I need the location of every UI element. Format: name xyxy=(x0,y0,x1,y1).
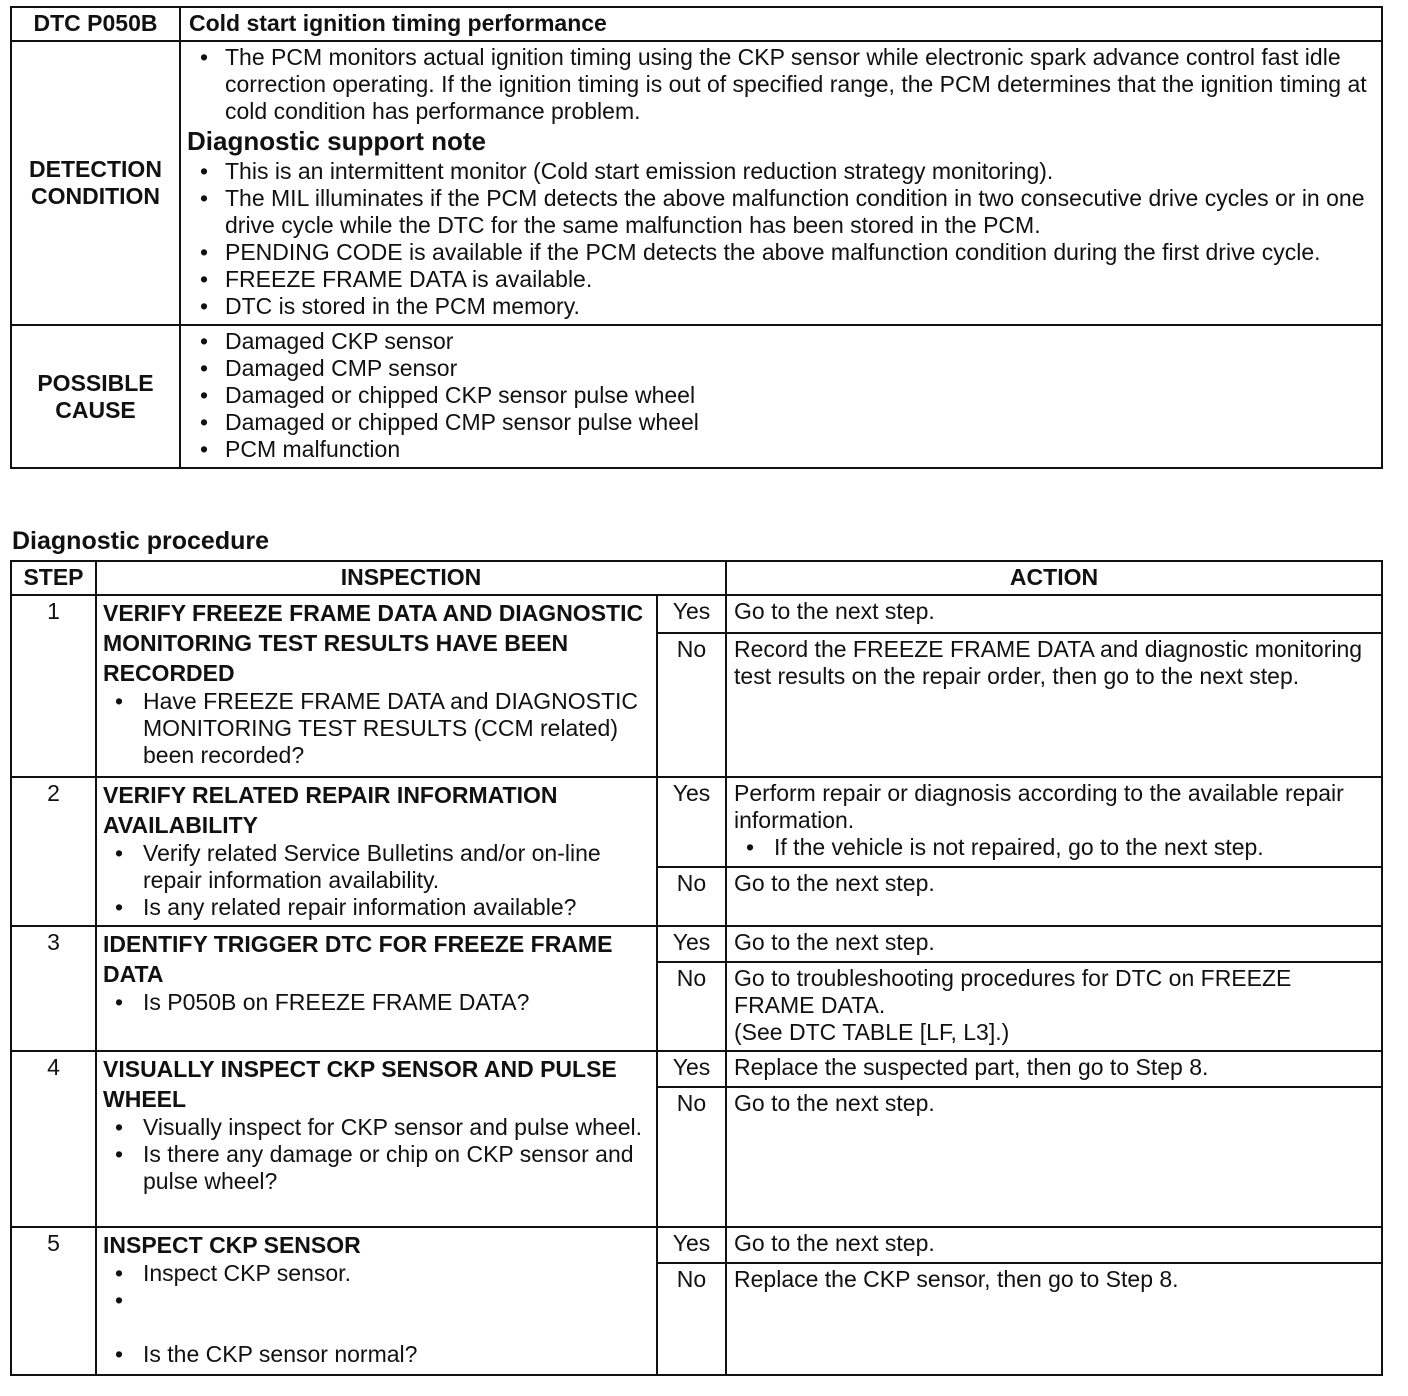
list-item: • Is the CKP sensor normal? xyxy=(103,1341,650,1368)
step-number: 3 xyxy=(11,926,96,1051)
no-action-note: (See DTC TABLE [LF, L3].) xyxy=(734,1019,1010,1045)
no-action: Record the FREEZE FRAME DATA and diagnostic monitoring test results on the repair order, then go to the next step. xyxy=(726,633,1382,777)
detection-main-list xyxy=(187,44,1375,125)
possible-cause-label: POSSIBLE CAUSE xyxy=(11,325,180,468)
step-bullets xyxy=(103,840,650,921)
spacer xyxy=(103,1287,650,1341)
yes-label: Yes xyxy=(657,926,726,962)
support-note-heading: Diagnostic support note xyxy=(187,126,486,156)
yes-action: Replace the suspected part, then go to Step 8. xyxy=(726,1051,1382,1087)
no-label: No xyxy=(657,633,726,777)
procedure-header-row xyxy=(11,561,1382,595)
list-item: • Damaged or chipped CMP sensor pulse wheel xyxy=(187,409,1375,436)
step-bullets xyxy=(103,1341,650,1368)
list-item: • If the vehicle is not repaired, go to the next step. xyxy=(734,834,1375,861)
list-item: • FREEZE FRAME DATA is available. xyxy=(187,266,1375,293)
procedure-table xyxy=(10,560,1383,1376)
list-item: • Visually inspect for CKP sensor and pulse wheel. xyxy=(103,1114,650,1141)
no-label: No xyxy=(657,962,726,1051)
list-item: • PENDING CODE is available if the PCM detects the above malfunction condition during the first drive cycle. xyxy=(187,239,1375,266)
yes-action: Go to the next step. xyxy=(726,1227,1382,1263)
list-item: • Damaged CKP sensor xyxy=(187,328,1375,355)
possible-cause-row xyxy=(11,325,1382,468)
procedure-title: Diagnostic procedure xyxy=(12,527,269,555)
yes-action-cell xyxy=(726,777,1382,867)
step-inspection xyxy=(96,1051,657,1227)
step-bullets xyxy=(103,1260,650,1287)
step-bullets xyxy=(103,1114,650,1195)
list-item: • This is an intermittent monitor (Cold start emission reduction strategy monitoring). xyxy=(187,158,1375,185)
yes-action-bullets xyxy=(734,834,1375,861)
step-inspection xyxy=(96,926,657,1051)
list-item: • PCM malfunction xyxy=(187,436,1375,463)
yes-action: Go to the next step. xyxy=(726,595,1382,633)
list-item: • The PCM monitors actual ignition timing using the CKP sensor while electronic spark advance control fast idle correction operating. If the ignition timing is out of specified range, the PCM determines that the ignition timing at cold condition has performance problem. xyxy=(187,44,1375,125)
no-action: Replace the CKP sensor, then go to Step 8. xyxy=(726,1263,1382,1375)
possible-cause-list xyxy=(187,328,1375,463)
step-number: 1 xyxy=(11,595,96,777)
list-item: • Verify related Service Bulletins and/or on-line repair information availability. xyxy=(103,840,650,894)
no-action: Go to the next step. xyxy=(726,867,1382,926)
step-title: INSPECT CKP SENSOR xyxy=(103,1232,361,1258)
yes-action: Perform repair or diagnosis according to the available repair information. xyxy=(734,780,1344,833)
step-number: 5 xyxy=(11,1227,96,1375)
list-item: • Damaged CMP sensor xyxy=(187,355,1375,382)
dtc-code: DTC P050B xyxy=(11,7,180,41)
step-title: VERIFY FREEZE FRAME DATA AND DIAGNOSTIC MONITORING TEST RESULTS HAVE BEEN RECORDED xyxy=(103,600,644,686)
list-item: • Is P050B on FREEZE FRAME DATA? xyxy=(103,989,650,1016)
possible-cause-body xyxy=(180,325,1382,468)
step-number: 2 xyxy=(11,777,96,926)
no-label: No xyxy=(657,1263,726,1375)
action-header: ACTION xyxy=(726,561,1382,595)
dtc-title: Cold start ignition timing performance xyxy=(180,7,1382,41)
step-inspection xyxy=(96,1227,657,1375)
no-action: Go to the next step. xyxy=(726,1087,1382,1227)
step-bullets xyxy=(103,989,650,1016)
no-label: No xyxy=(657,1087,726,1227)
dtc-table xyxy=(10,6,1383,469)
list-item: • Have FREEZE FRAME DATA and DIAGNOSTIC MONITORING TEST RESULTS (CCM related) been recorded? xyxy=(103,688,650,769)
support-note-list xyxy=(187,158,1375,320)
detection-condition-body xyxy=(180,41,1382,325)
list-item: • DTC is stored in the PCM memory. xyxy=(187,293,1375,320)
step-title: IDENTIFY TRIGGER DTC FOR FREEZE FRAME DATA xyxy=(103,931,613,987)
list-item: • Is any related repair information available? xyxy=(103,894,650,921)
step-title: VERIFY RELATED REPAIR INFORMATION AVAILABILITY xyxy=(103,782,558,838)
step-number: 4 xyxy=(11,1051,96,1227)
yes-label: Yes xyxy=(657,595,726,633)
table-row xyxy=(11,1051,1382,1087)
step-inspection xyxy=(96,777,657,926)
list-item: • The MIL illuminates if the PCM detects the above malfunction condition in two consecutive drive cycles or in one drive cycle while the DTC for the same malfunction has been stored in the PCM. xyxy=(187,185,1375,239)
yes-label: Yes xyxy=(657,1051,726,1087)
table-row xyxy=(11,926,1382,962)
list-item: • Inspect CKP sensor. xyxy=(103,1260,650,1287)
step-header: STEP xyxy=(11,561,96,595)
detection-condition-label: DETECTION CONDITION xyxy=(11,41,180,325)
yes-label: Yes xyxy=(657,1227,726,1263)
list-item: • Is there any damage or chip on CKP sensor and pulse wheel? xyxy=(103,1141,650,1195)
detection-condition-row xyxy=(11,41,1382,325)
list-item: • Damaged or chipped CKP sensor pulse wheel xyxy=(187,382,1375,409)
dtc-header-row xyxy=(11,7,1382,41)
step-title: VISUALLY INSPECT CKP SENSOR AND PULSE WHEEL xyxy=(103,1056,617,1112)
no-action: Go to troubleshooting procedures for DTC on FREEZE FRAME DATA. xyxy=(734,965,1292,1018)
table-row xyxy=(11,777,1382,867)
step-bullets xyxy=(103,688,650,769)
inspection-header: INSPECTION xyxy=(96,561,726,595)
table-row xyxy=(11,1227,1382,1263)
no-label: No xyxy=(657,867,726,926)
step-inspection xyxy=(96,595,657,777)
yes-action: Go to the next step. xyxy=(726,926,1382,962)
no-action-cell xyxy=(726,962,1382,1051)
yes-label: Yes xyxy=(657,777,726,867)
table-row xyxy=(11,595,1382,633)
